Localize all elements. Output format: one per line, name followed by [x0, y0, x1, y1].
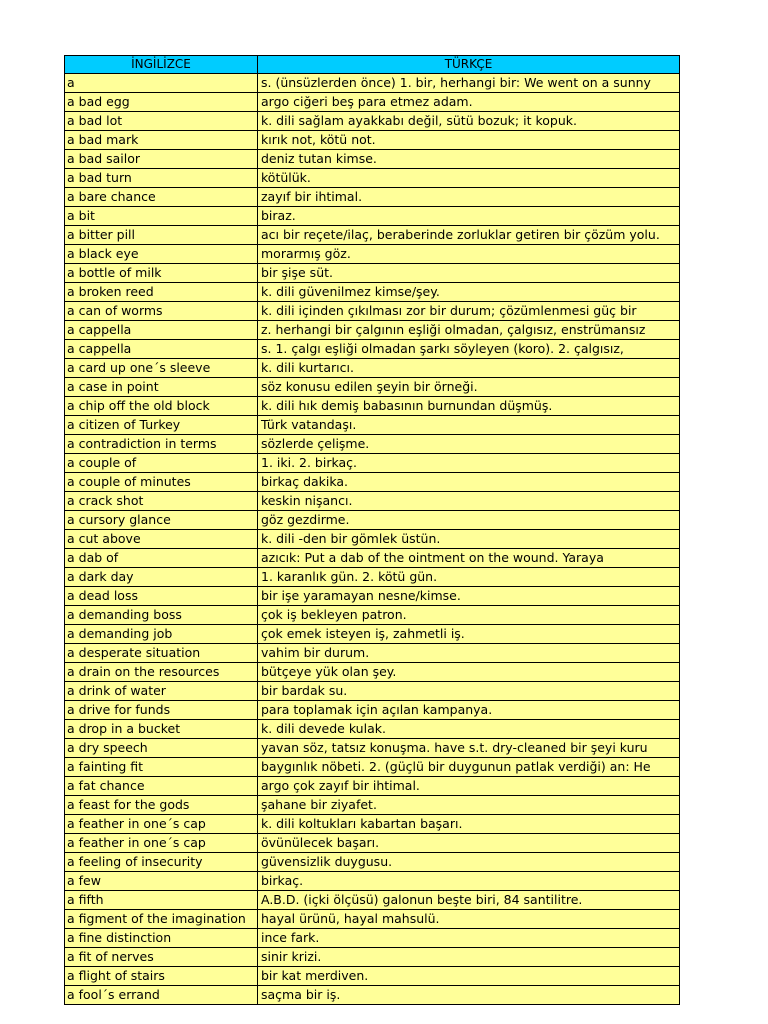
turkish-cell[interactable]: deniz tutan kimse.	[258, 150, 680, 169]
english-cell[interactable]: a cappella	[65, 321, 258, 340]
turkish-cell[interactable]: k. dili güvenilmez kimse/şey.	[258, 283, 680, 302]
turkish-cell[interactable]: güvensizlik duygusu.	[258, 853, 680, 872]
table-row	[65, 834, 680, 853]
english-cell[interactable]: a dark day	[65, 568, 258, 587]
table-row	[65, 511, 680, 530]
turkish-cell[interactable]: z. herhangi bir çalgının eşliği olmadan, çalgısız, enstrümansız	[258, 321, 680, 340]
turkish-cell[interactable]: bir işe yaramayan nesne/kimse.	[258, 587, 680, 606]
turkish-cell[interactable]: söz konusu edilen şeyin bir örneği.	[258, 378, 680, 397]
english-cell[interactable]: a desperate situation	[65, 644, 258, 663]
english-cell[interactable]: a fit of nerves	[65, 948, 258, 967]
table-row	[65, 226, 680, 245]
table-row	[65, 758, 680, 777]
table-row	[65, 530, 680, 549]
turkish-cell[interactable]: 1. karanlık gün. 2. kötü gün.	[258, 568, 680, 587]
table-row	[65, 492, 680, 511]
turkish-cell[interactable]: argo çok zayıf bir ihtimal.	[258, 777, 680, 796]
english-cell[interactable]: a fat chance	[65, 777, 258, 796]
turkish-cell[interactable]: biraz.	[258, 207, 680, 226]
english-cell[interactable]: a couple of	[65, 454, 258, 473]
turkish-cell[interactable]: kötülük.	[258, 169, 680, 188]
table-row	[65, 150, 680, 169]
table-row	[65, 853, 680, 872]
turkish-cell[interactable]: para toplamak için açılan kampanya.	[258, 701, 680, 720]
table-row	[65, 929, 680, 948]
english-cell[interactable]: a cursory glance	[65, 511, 258, 530]
english-cell[interactable]: a bare chance	[65, 188, 258, 207]
english-cell[interactable]: a broken reed	[65, 283, 258, 302]
english-cell[interactable]: a drain on the resources	[65, 663, 258, 682]
english-cell[interactable]: a demanding job	[65, 625, 258, 644]
english-cell[interactable]: a citizen of Turkey	[65, 416, 258, 435]
turkish-cell[interactable]: Türk vatandaşı.	[258, 416, 680, 435]
table-row	[65, 739, 680, 758]
table-row	[65, 549, 680, 568]
table-row	[65, 74, 680, 93]
turkish-cell[interactable]: bir kat merdiven.	[258, 967, 680, 986]
english-cell[interactable]: a couple of minutes	[65, 473, 258, 492]
turkish-cell[interactable]: yavan söz, tatsız konuşma. have s.t. dry-cleaned bir şeyi kuru	[258, 739, 680, 758]
english-cell[interactable]: a bad sailor	[65, 150, 258, 169]
turkish-cell[interactable]: argo ciğeri beş para etmez adam.	[258, 93, 680, 112]
table-row	[65, 910, 680, 929]
turkish-cell[interactable]: azıcık: Put a dab of the ointment on the wound. Yaraya	[258, 549, 680, 568]
english-cell[interactable]: a fainting fit	[65, 758, 258, 777]
table-row	[65, 815, 680, 834]
table-row	[65, 207, 680, 226]
table-row	[65, 321, 680, 340]
english-cell[interactable]: a drive for funds	[65, 701, 258, 720]
english-cell[interactable]: a bad turn	[65, 169, 258, 188]
header-row	[65, 56, 680, 74]
header-turkish[interactable]: TÜRKÇE	[258, 56, 680, 74]
english-cell[interactable]: a crack shot	[65, 492, 258, 511]
table-row	[65, 435, 680, 454]
english-cell[interactable]: a flight of stairs	[65, 967, 258, 986]
english-cell[interactable]: a feather in one´s cap	[65, 834, 258, 853]
english-cell[interactable]: a fool´s errand	[65, 986, 258, 1005]
english-cell[interactable]: a fifth	[65, 891, 258, 910]
table-row	[65, 302, 680, 321]
table-row	[65, 264, 680, 283]
table-row	[65, 454, 680, 473]
english-cell[interactable]: a black eye	[65, 245, 258, 264]
table-row	[65, 283, 680, 302]
table-row	[65, 93, 680, 112]
table-row	[65, 796, 680, 815]
table-row	[65, 587, 680, 606]
table-row	[65, 568, 680, 587]
english-cell[interactable]: a bad lot	[65, 112, 258, 131]
turkish-cell[interactable]: şahane bir ziyafet.	[258, 796, 680, 815]
english-cell[interactable]: a cut above	[65, 530, 258, 549]
turkish-cell[interactable]: çok emek isteyen iş, zahmetli iş.	[258, 625, 680, 644]
turkish-cell[interactable]: zayıf bir ihtimal.	[258, 188, 680, 207]
table-row	[65, 967, 680, 986]
table-row	[65, 986, 680, 1005]
turkish-cell[interactable]: morarmış göz.	[258, 245, 680, 264]
turkish-cell[interactable]: k. dili devede kulak.	[258, 720, 680, 739]
table-row	[65, 340, 680, 359]
turkish-cell[interactable]: k. dili içinden çıkılması zor bir durum; çözümlenmesi güç bir	[258, 302, 680, 321]
table-row	[65, 359, 680, 378]
table-row	[65, 701, 680, 720]
turkish-cell[interactable]: çok iş bekleyen patron.	[258, 606, 680, 625]
english-cell[interactable]: a bad mark	[65, 131, 258, 150]
turkish-cell[interactable]: saçma bir iş.	[258, 986, 680, 1005]
english-cell[interactable]: a fine distinction	[65, 929, 258, 948]
english-cell[interactable]: a case in point	[65, 378, 258, 397]
english-cell[interactable]: a dead loss	[65, 587, 258, 606]
english-cell[interactable]: a demanding boss	[65, 606, 258, 625]
english-cell[interactable]: a dab of	[65, 549, 258, 568]
table-row	[65, 891, 680, 910]
table-row	[65, 112, 680, 131]
table-row	[65, 169, 680, 188]
table-row	[65, 777, 680, 796]
table-row	[65, 663, 680, 682]
turkish-cell[interactable]: birkaç dakika.	[258, 473, 680, 492]
table-row	[65, 644, 680, 663]
turkish-cell[interactable]: birkaç.	[258, 872, 680, 891]
english-cell[interactable]: a drop in a bucket	[65, 720, 258, 739]
turkish-cell[interactable]: k. dili hık demiş babasının burnundan düşmüş.	[258, 397, 680, 416]
turkish-cell[interactable]: övünülecek başarı.	[258, 834, 680, 853]
table-row	[65, 720, 680, 739]
turkish-cell[interactable]: k. dili sağlam ayakkabı değil, sütü bozuk; it kopuk.	[258, 112, 680, 131]
turkish-cell[interactable]: sözlerde çelişme.	[258, 435, 680, 454]
table-row	[65, 416, 680, 435]
turkish-cell[interactable]: bir şişe süt.	[258, 264, 680, 283]
turkish-cell[interactable]: k. dili koltukları kabartan başarı.	[258, 815, 680, 834]
english-cell[interactable]: a bottle of milk	[65, 264, 258, 283]
turkish-cell[interactable]: bir bardak su.	[258, 682, 680, 701]
turkish-cell[interactable]: baygınlık nöbeti. 2. (güçlü bir duygunun patlak verdiği) an: He	[258, 758, 680, 777]
table-row	[65, 131, 680, 150]
turkish-cell[interactable]: sinir krizi.	[258, 948, 680, 967]
english-cell[interactable]: a figment of the imagination	[65, 910, 258, 929]
table-row	[65, 378, 680, 397]
english-cell[interactable]: a feather in one´s cap	[65, 815, 258, 834]
turkish-cell[interactable]: hayal ürünü, hayal mahsulü.	[258, 910, 680, 929]
english-cell[interactable]: a bitter pill	[65, 226, 258, 245]
turkish-cell[interactable]: acı bir reçete/ilaç, beraberinde zorluklar getiren bir çözüm yolu.	[258, 226, 680, 245]
turkish-cell[interactable]: s. 1. çalgı eşliği olmadan şarkı söyleyen (koro). 2. çalgısız,	[258, 340, 680, 359]
turkish-cell[interactable]: keskin nişancı.	[258, 492, 680, 511]
english-cell[interactable]: a contradiction in terms	[65, 435, 258, 454]
table-row	[65, 606, 680, 625]
english-cell[interactable]: a feast for the gods	[65, 796, 258, 815]
english-cell[interactable]: a drink of water	[65, 682, 258, 701]
english-cell[interactable]: a feeling of insecurity	[65, 853, 258, 872]
turkish-cell[interactable]: k. dili kurtarıcı.	[258, 359, 680, 378]
table-row	[65, 188, 680, 207]
turkish-cell[interactable]: bütçeye yük olan şey.	[258, 663, 680, 682]
table-row	[65, 682, 680, 701]
english-cell[interactable]: a cappella	[65, 340, 258, 359]
english-cell[interactable]: a bad egg	[65, 93, 258, 112]
table-row	[65, 948, 680, 967]
turkish-cell[interactable]: s. (ünsüzlerden önce) 1. bir, herhangi bir: We went on a sunny	[258, 74, 680, 93]
table-row	[65, 397, 680, 416]
english-cell[interactable]: a bit	[65, 207, 258, 226]
english-cell[interactable]: a few	[65, 872, 258, 891]
table-row	[65, 872, 680, 891]
dictionary-table	[64, 55, 680, 1005]
english-cell[interactable]: a card up one´s sleeve	[65, 359, 258, 378]
turkish-cell[interactable]: ince fark.	[258, 929, 680, 948]
turkish-cell[interactable]: k. dili -den bir gömlek üstün.	[258, 530, 680, 549]
table-row	[65, 473, 680, 492]
turkish-cell[interactable]: A.B.D. (içki ölçüsü) galonun beşte biri, 84 santilitre.	[258, 891, 680, 910]
header-english[interactable]: İNGİLİZCE	[65, 56, 258, 74]
english-cell[interactable]: a can of worms	[65, 302, 258, 321]
table-row	[65, 245, 680, 264]
english-cell[interactable]: a chip off the old block	[65, 397, 258, 416]
table-row	[65, 625, 680, 644]
turkish-cell[interactable]: göz gezdirme.	[258, 511, 680, 530]
turkish-cell[interactable]: 1. iki. 2. birkaç.	[258, 454, 680, 473]
turkish-cell[interactable]: kırık not, kötü not.	[258, 131, 680, 150]
turkish-cell[interactable]: vahim bir durum.	[258, 644, 680, 663]
english-cell[interactable]: a dry speech	[65, 739, 258, 758]
english-cell[interactable]: a	[65, 74, 258, 93]
